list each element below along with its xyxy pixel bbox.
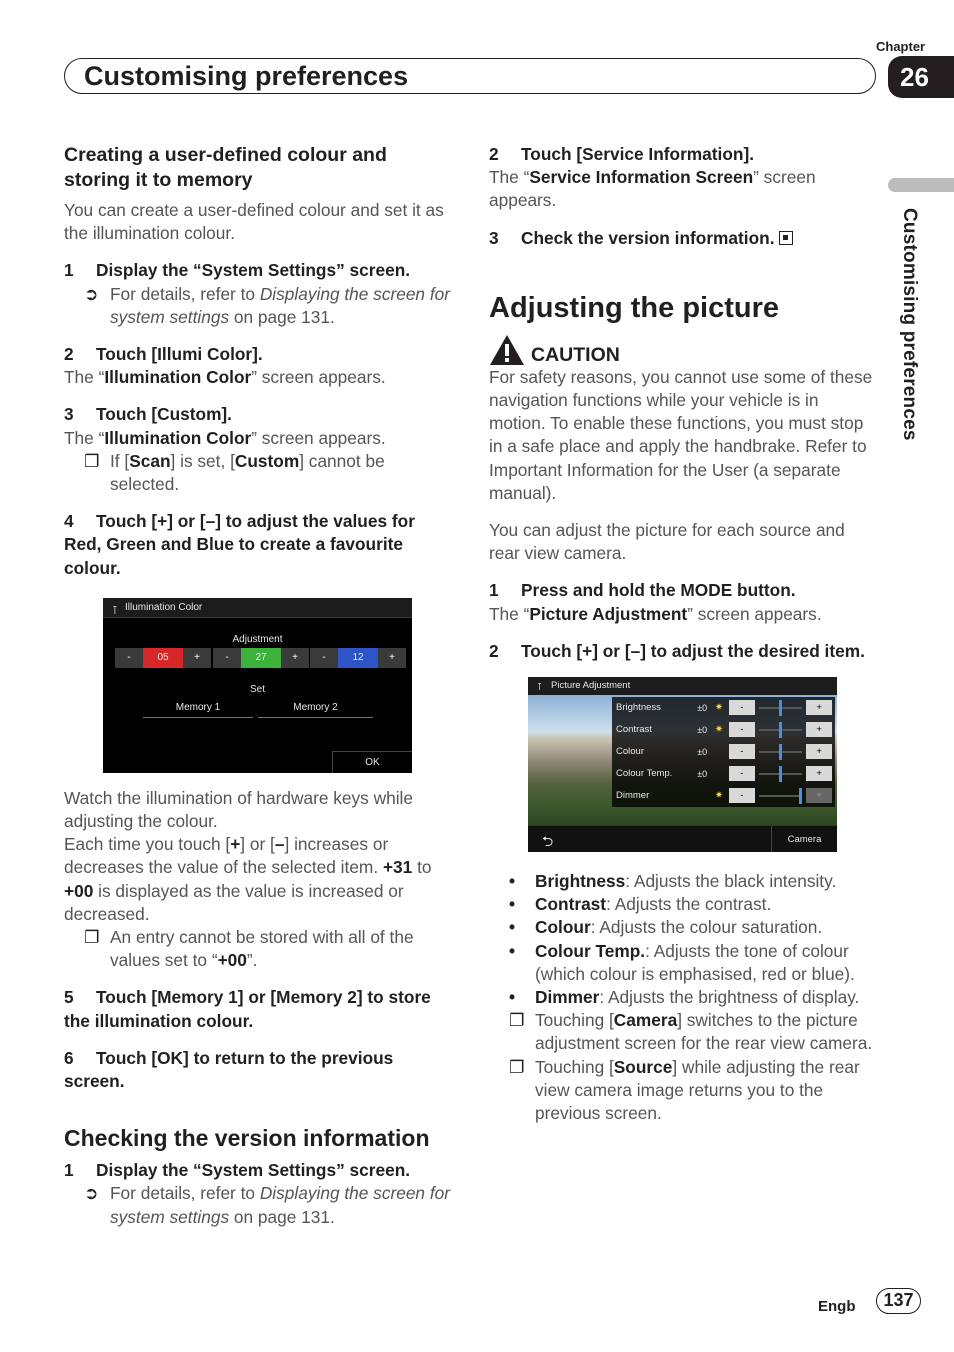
arrow-icon: ➲ xyxy=(84,1183,99,1204)
contrast-plus-button[interactable]: + xyxy=(806,722,832,737)
checkbox-bullet-icon: ❐ xyxy=(84,450,100,471)
red-value: 05 xyxy=(143,648,183,668)
caution-label: CAUTION xyxy=(531,343,620,366)
camera-button[interactable]: Camera xyxy=(771,826,837,852)
page-title: Customising preferences xyxy=(84,61,409,91)
blue-plus-button[interactable]: + xyxy=(378,648,406,668)
dimmer-slider[interactable] xyxy=(759,786,803,806)
version-step-1: 1 Display the “System Settings” screen. xyxy=(64,1160,411,1181)
green-control xyxy=(213,648,309,668)
red-minus-button[interactable]: - xyxy=(115,648,143,668)
page-number: 137 xyxy=(876,1288,921,1314)
colour-plus-button[interactable]: + xyxy=(806,744,832,759)
contrast-minus-button[interactable]: - xyxy=(729,722,755,737)
brightness-plus-button[interactable]: + xyxy=(806,700,832,715)
adjustment-panel xyxy=(612,697,835,807)
colour-row: Colour ±0 - + xyxy=(616,742,832,762)
screen-footer xyxy=(528,825,837,852)
left-column xyxy=(64,143,452,1229)
section-title-version: Checking the version information xyxy=(64,1125,430,1152)
blue-minus-button[interactable]: - xyxy=(310,648,338,668)
memory-2-button[interactable]: Memory 2 xyxy=(258,698,373,718)
version-step-1-note: ➲ For details, refer to Displaying the screen for system settings on page 131. xyxy=(84,1183,451,1227)
sun-icon: ✷ xyxy=(715,702,724,714)
colour-temp-slider[interactable] xyxy=(759,764,803,784)
step-6: 6 Touch [OK] to return to the previous screen. xyxy=(64,1047,394,1092)
brightness-minus-button[interactable]: - xyxy=(729,700,755,715)
language-label: Engb xyxy=(818,1298,856,1315)
bullet-brightness: • Brightness: Adjusts the black intensity. xyxy=(509,871,837,892)
arrow-icon: ➲ xyxy=(84,283,99,304)
set-label: Set xyxy=(249,683,265,695)
picture-adjustment-screenshot xyxy=(528,677,837,852)
chapter-number: 26 xyxy=(888,56,954,98)
illumination-color-screenshot xyxy=(103,598,412,773)
caution-text: For safety reasons, you cannot use some of these navigation functions while your vehicle is in motion. To enable these functions, you must stop in a safe place and apply the handbrake. Refer to Important Information for the User (a separate manual). xyxy=(489,366,873,503)
bullet-colour-temp: • Colour Temp.: Adjusts the tone of colour (which colour is emphasised, red or blue). xyxy=(509,940,855,984)
step-1: 1 Display the “System Settings” screen. xyxy=(64,260,411,281)
brightness-slider[interactable] xyxy=(759,698,803,718)
intro-paragraph: You can create a user-defined colour and set it as the illumination colour. xyxy=(64,200,444,244)
side-label: Customising preferences xyxy=(899,208,920,441)
bullet-colour: • Colour: Adjusts the colour saturation. xyxy=(509,917,823,938)
colour-temp-row: Colour Temp. ±0 - + xyxy=(616,764,832,784)
picture-step-1: 1 Press and hold the MODE button. xyxy=(489,580,796,601)
source-note: ❐ Touching [Source] while adjusting the rear view camera image returns you to the previous screen. xyxy=(509,1056,860,1124)
back-icon[interactable]: ⮌ xyxy=(542,833,554,850)
bullet-contrast: • Contrast: Adjusts the contrast. xyxy=(509,894,772,915)
checkbox-bullet-icon: ❐ xyxy=(509,1010,525,1031)
step-2-result: The “Illumination Color” screen appears. xyxy=(64,367,386,388)
red-plus-button[interactable]: + xyxy=(183,648,211,668)
step-1-note: ➲ For details, refer to Displaying the screen for system settings on page 131. xyxy=(84,283,451,327)
dimmer-plus-button[interactable]: + xyxy=(806,788,832,803)
camera-note: ❐ Touching [Camera] switches to the picture adjustment screen for the rear view camera. xyxy=(509,1010,873,1054)
checkbox-bullet-icon: ❐ xyxy=(509,1056,525,1077)
colour-slider[interactable] xyxy=(759,742,803,762)
brightness-row: Brightness ±0 ✷ - + xyxy=(616,698,832,718)
version-step-2: 2 Touch [Service Information]. xyxy=(489,144,755,164)
warning-icon xyxy=(489,334,525,366)
sun-icon: ✷ xyxy=(715,724,724,736)
step-3-result: The “Illumination Color” screen appears. xyxy=(64,427,386,448)
chapter-label: Chapter xyxy=(876,39,926,54)
dimmer-minus-button[interactable]: - xyxy=(729,788,755,803)
colour-temp-minus-button[interactable]: - xyxy=(729,766,755,781)
section-title-picture: Adjusting the picture xyxy=(489,291,779,324)
version-step-2-result: The “Service Information Screen” screen appears. xyxy=(489,167,816,211)
each-time-paragraph: Each time you touch [+] or [–] increases or decreases the value of the selected item. +31 to +00 is displayed as the value is increased or decreased. xyxy=(64,834,432,924)
caution-heading xyxy=(489,332,877,366)
bullet-dimmer: • Dimmer: Adjusts the brightness of display. xyxy=(509,987,860,1008)
blue-control xyxy=(310,648,406,668)
contrast-row: Contrast ±0 ✷ - + xyxy=(616,720,832,740)
step-3-note: ❐ If [Scan] is set, [Custom] cannot be selected. xyxy=(84,450,385,495)
picture-intro: You can adjust the picture for each source and rear view camera. xyxy=(489,520,845,564)
step-4: 4 Touch [+] or [–] to adjust the values for Red, Green and Blue to create a favourite colour. xyxy=(64,511,415,578)
screen-titlebar: ⊺ Picture Adjustment xyxy=(528,677,837,695)
version-step-3: 3 Check the version information. xyxy=(489,227,877,250)
right-column xyxy=(489,143,877,1125)
red-control xyxy=(115,648,211,668)
nav-icon: ⊺ xyxy=(112,604,118,617)
entry-note: ❐ An entry cannot be stored with all of the values set to “+00”. xyxy=(84,927,414,971)
section-title-user-colour: Creating a user-defined colour and storing it to memory xyxy=(64,144,387,191)
ok-button[interactable]: OK xyxy=(332,751,412,773)
dimmer-row: Dimmer ✷ - + xyxy=(616,786,832,806)
adjustment-label: Adjustment xyxy=(232,633,283,645)
green-plus-button[interactable]: + xyxy=(281,648,309,668)
colour-minus-button[interactable]: - xyxy=(729,744,755,759)
step-2: 2 Touch [Illumi Color]. xyxy=(64,344,263,365)
screen-titlebar: ⊺ Illumination Color xyxy=(103,598,412,618)
green-value: 27 xyxy=(241,648,281,668)
sun-icon: ✷ xyxy=(715,790,724,802)
memory-1-button[interactable]: Memory 1 xyxy=(143,698,253,718)
colour-temp-plus-button[interactable]: + xyxy=(806,766,832,781)
contrast-slider[interactable] xyxy=(759,720,803,740)
step-3: 3 Touch [Custom]. xyxy=(64,404,232,425)
step-5: 5 Touch [Memory 1] or [Memory 2] to store the illumination colour. xyxy=(64,987,431,1031)
blue-value: 12 xyxy=(338,648,378,668)
checkbox-bullet-icon: ❐ xyxy=(84,927,100,948)
watch-paragraph: Watch the illumination of hardware keys while adjusting the colour. xyxy=(64,787,413,832)
picture-step-1-result: The “Picture Adjustment” screen appears. xyxy=(489,603,822,624)
end-mark-icon xyxy=(779,231,793,245)
side-tab xyxy=(888,178,954,192)
green-minus-button[interactable]: - xyxy=(213,648,241,668)
nav-icon: ⊺ xyxy=(537,682,543,694)
picture-step-2: 2 Touch [+] or [–] to adjust the desired item. xyxy=(489,640,865,661)
